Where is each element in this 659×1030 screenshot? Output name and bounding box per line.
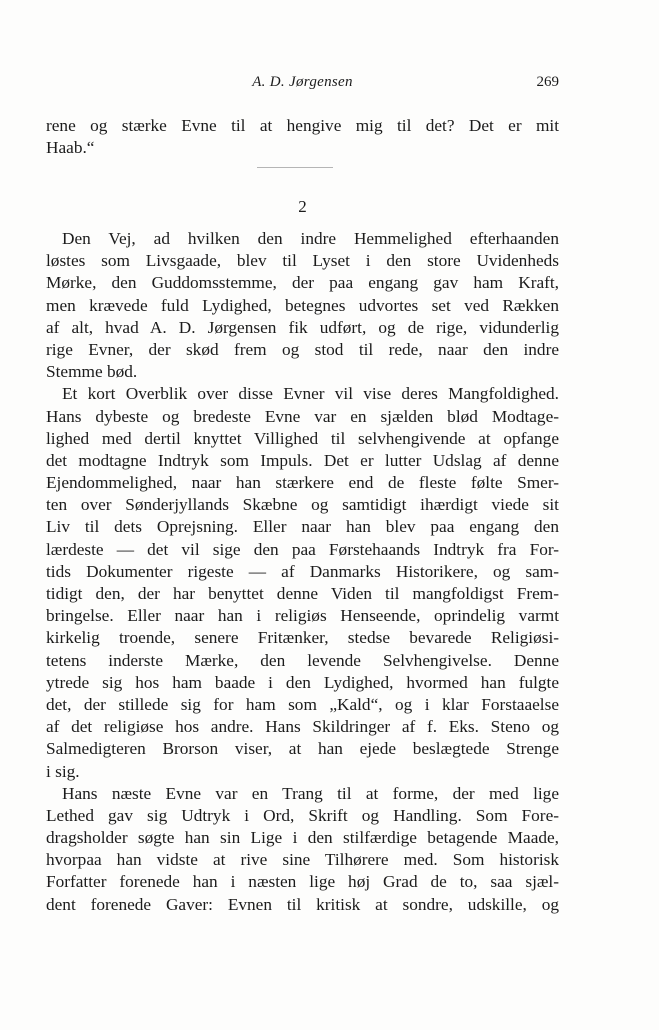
text-line: Hans dybeste og bredeste Evne var en sjælden blød Modtage- (46, 406, 559, 426)
text-line: dent forenede Gaver: Evnen til kritisk at sondre, udskille, og (46, 894, 559, 914)
text-line: men krævede fuld Lydighed, betegnes udvortes set ved Rækken (46, 295, 559, 315)
text-line: Salmedigteren Brorson viser, at han ejede beslægtede Strenge (46, 739, 559, 759)
text-line: rige Evner, der skød frem og stod til rede, naar den indre (46, 339, 559, 359)
text-line: Liv til dets Oprejsning. Eller naar han blev paa engang den (46, 517, 559, 537)
text-line: dragsholder søgte han sin Lige i den stilfærdige betagende Maade, (46, 828, 559, 848)
text-line: i sig. (46, 761, 80, 781)
text-line: af alt, hvad A. D. Jørgensen fik udført, og de rige, vidunderlig (46, 317, 559, 337)
text-line: kirkelig troende, senere Fritænker, stedse bevarede Religiøsi- (46, 628, 559, 648)
text-line: Haab.“ (46, 138, 95, 158)
section-body (46, 228, 559, 916)
text-line: bringelse. Eller naar han i religiøs Henseende, oprindelig varmt (46, 606, 559, 626)
text-line: løstes som Livsgaade, blev til Lyset i den store Uvidenheds (46, 251, 559, 271)
text-line: lighed med dertil knyttet Villighed til selvhengivende at opfange (46, 428, 559, 448)
text-line: Ejendommelighed, naar han stærkere end de fleste følte Smer- (46, 473, 559, 493)
text-line: af det religiøse hos andre. Hans Skildringer af f. Eks. Steno og (46, 717, 559, 737)
text-line: det modtagne Indtryk som Impuls. Det er lutter Udslag af denne (46, 450, 559, 470)
running-header (46, 74, 559, 96)
text-line: Forfatter forenede han i næsten lige høj Grad de to, saa sjæl- (46, 872, 559, 892)
text-line: tidigt den, der har benyttet denne Viden til mangfoldigst Frem- (46, 584, 559, 603)
text-line: det, der stillede sig for ham som „Kald“, og i klar Forstaaelse (46, 694, 559, 714)
text-line: Hans næste Evne var en Trang til at forme, der med lige (62, 783, 559, 803)
text-line: rene og stærke Evne til at hengive mig til det? Det er mit (46, 116, 559, 135)
text-line: Et kort Overblik over disse Evner vil vise deres Mangfoldighed. (62, 384, 559, 404)
page-number: 269 (536, 74, 559, 90)
section-number: 2 (298, 197, 307, 216)
text-line: tids Dokumenter rigeste — af Danmarks Historikere, og sam- (46, 561, 559, 581)
text-line: ten over Sønderjyllands Skæbne og samtidigt ihærdigt viede sit (46, 495, 559, 515)
text-line: Mørke, den Guddomsstemme, der paa engang gav ham Kraft, (46, 273, 559, 293)
text-line: Lethed gav sig Udtryk i Ord, Skrift og Handling. Som Fore- (46, 805, 559, 825)
text-line: tetens inderste Mærke, den levende Selvhengivelse. Denne (46, 650, 559, 670)
running-title: A. D. Jørgensen (252, 74, 353, 90)
text-line: Stemme bød. (46, 362, 138, 382)
text-line: lærdeste — det vil sige den paa Førstehaands Indtryk fra For- (46, 539, 559, 559)
opening-paragraph (46, 115, 559, 159)
text-line: ytrede sig hos ham baade i den Lydighed, hvormed han fulgte (46, 672, 559, 692)
text-line: hvorpaa han vidste at rive sine Tilhørere med. Som historisk (46, 850, 559, 870)
section-divider (257, 167, 333, 168)
text-line: Den Vej, ad hvilken den indre Hemmelighed efterhaanden (62, 229, 559, 248)
